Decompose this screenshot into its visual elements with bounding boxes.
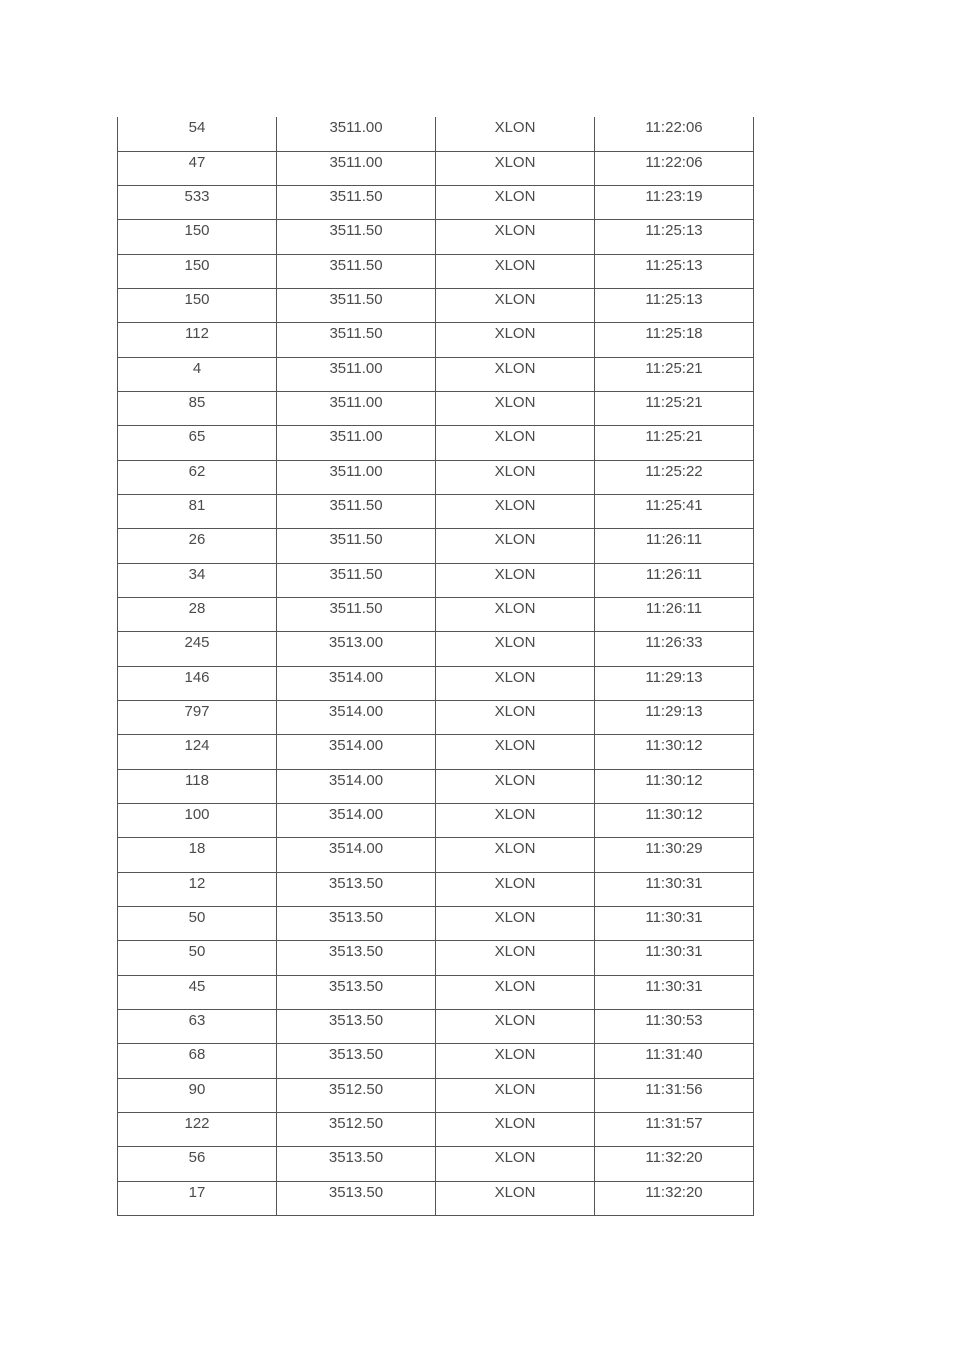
time-cell (595, 975, 754, 1009)
table-row (118, 632, 754, 666)
venue-cell (436, 151, 595, 185)
time-cell (595, 151, 754, 185)
volume-cell (118, 563, 277, 597)
price-text: 3512.50 (328, 1080, 384, 1098)
price-text: 3511.50 (329, 497, 383, 515)
price-cell (277, 907, 436, 941)
table-row (118, 426, 754, 460)
price-text: 3513.50 (328, 874, 384, 892)
volume-cell (118, 357, 277, 391)
venue-text: XLON (494, 222, 536, 240)
price-cell (277, 838, 436, 872)
table-row (118, 666, 754, 700)
volume-cell (118, 735, 277, 769)
time-text: 11:25:21 (645, 428, 703, 446)
volume-text: 28 (188, 600, 206, 618)
price-text: 3511.50 (329, 531, 383, 549)
venue-cell (436, 666, 595, 700)
time-text: 11:32:20 (645, 1183, 703, 1201)
time-cell (595, 907, 754, 941)
price-cell (277, 804, 436, 838)
venue-text: XLON (494, 600, 536, 618)
price-text: 3511.50 (329, 188, 383, 206)
volume-text: 26 (188, 531, 206, 549)
price-cell (277, 1044, 436, 1078)
time-cell (595, 769, 754, 803)
venue-cell (436, 1113, 595, 1147)
table-row (118, 941, 754, 975)
price-cell (277, 666, 436, 700)
table-row (118, 1181, 754, 1215)
time-text: 11:30:12 (645, 806, 703, 824)
volume-text: 45 (188, 977, 206, 995)
venue-cell (436, 804, 595, 838)
price-text: 3514.00 (328, 737, 384, 755)
table-row (118, 357, 754, 391)
table-row (118, 769, 754, 803)
price-cell (277, 872, 436, 906)
price-cell (277, 1010, 436, 1044)
price-text: 3513.50 (328, 1183, 384, 1201)
venue-text: XLON (494, 565, 536, 583)
volume-text: 112 (185, 325, 209, 343)
venue-text: XLON (494, 977, 536, 995)
venue-cell (436, 838, 595, 872)
price-cell (277, 220, 436, 254)
venue-cell (436, 907, 595, 941)
venue-cell (436, 460, 595, 494)
volume-text: 50 (188, 943, 206, 961)
volume-cell (118, 907, 277, 941)
volume-cell (118, 151, 277, 185)
venue-cell (436, 598, 595, 632)
table-row (118, 701, 754, 735)
price-cell (277, 632, 436, 666)
time-text: 11:32:20 (645, 1149, 703, 1167)
time-text: 11:26:33 (645, 634, 703, 652)
price-cell (277, 1113, 436, 1147)
price-text: 3514.00 (328, 840, 384, 858)
time-cell (595, 1044, 754, 1078)
time-text: 11:25:13 (645, 222, 703, 240)
venue-cell (436, 563, 595, 597)
venue-cell (436, 323, 595, 357)
venue-cell (436, 426, 595, 460)
price-text: 3511.50 (329, 600, 383, 618)
time-text: 11:30:31 (645, 943, 703, 961)
time-text: 11:25:21 (645, 359, 703, 377)
time-cell (595, 1147, 754, 1181)
volume-text: 146 (184, 668, 210, 686)
venue-text: XLON (494, 806, 536, 824)
volume-cell (118, 838, 277, 872)
price-text: 3513.50 (328, 943, 384, 961)
volume-cell (118, 529, 277, 563)
price-cell (277, 392, 436, 426)
venue-cell (436, 254, 595, 288)
price-text: 3513.50 (328, 1046, 384, 1064)
volume-cell (118, 1044, 277, 1078)
volume-cell (118, 975, 277, 1009)
venue-text: XLON (494, 634, 536, 652)
volume-cell (118, 769, 277, 803)
volume-cell (118, 323, 277, 357)
venue-cell (436, 1044, 595, 1078)
volume-text: 62 (188, 462, 206, 480)
price-text: 3511.00 (329, 428, 383, 446)
time-cell (595, 460, 754, 494)
volume-text: 533 (184, 188, 210, 206)
time-text: 11:29:13 (645, 668, 703, 686)
venue-cell (436, 289, 595, 323)
volume-cell (118, 392, 277, 426)
time-cell (595, 1113, 754, 1147)
venue-text: XLON (494, 359, 536, 377)
venue-text: XLON (494, 153, 536, 171)
time-cell (595, 426, 754, 460)
venue-cell (436, 1147, 595, 1181)
venue-text: XLON (494, 771, 536, 789)
time-text: 11:30:53 (645, 1012, 703, 1030)
table-row (118, 1147, 754, 1181)
venue-text: XLON (494, 943, 536, 961)
time-text: 11:29:13 (645, 703, 703, 721)
time-cell (595, 598, 754, 632)
table-row (118, 907, 754, 941)
price-cell (277, 495, 436, 529)
venue-text: XLON (494, 1046, 536, 1064)
time-text: 11:30:31 (645, 977, 703, 995)
venue-text: XLON (494, 1080, 536, 1098)
price-text: 3511.00 (329, 119, 383, 136)
volume-text: 150 (184, 291, 210, 309)
volume-cell (118, 1078, 277, 1112)
volume-cell (118, 701, 277, 735)
venue-text: XLON (494, 1183, 536, 1201)
table-row (118, 392, 754, 426)
price-cell (277, 460, 436, 494)
price-text: 3514.00 (328, 771, 384, 789)
price-cell (277, 357, 436, 391)
table-row (118, 872, 754, 906)
time-cell (595, 838, 754, 872)
volume-text: 18 (188, 840, 206, 858)
time-text: 11:26:11 (645, 600, 703, 618)
time-text: 11:22:06 (645, 153, 703, 171)
table-row (118, 804, 754, 838)
time-cell (595, 323, 754, 357)
venue-text: XLON (494, 531, 536, 549)
price-text: 3514.00 (328, 806, 384, 824)
venue-text: XLON (494, 462, 536, 480)
price-cell (277, 254, 436, 288)
venue-text: XLON (494, 1149, 536, 1167)
venue-cell (436, 941, 595, 975)
time-cell (595, 632, 754, 666)
price-cell (277, 1147, 436, 1181)
table-row (118, 117, 754, 151)
volume-cell (118, 426, 277, 460)
venue-text: XLON (494, 394, 536, 412)
price-text: 3511.50 (329, 565, 383, 583)
venue-text: XLON (494, 325, 536, 343)
price-cell (277, 289, 436, 323)
price-cell (277, 769, 436, 803)
time-text: 11:25:41 (645, 497, 703, 515)
time-cell (595, 1078, 754, 1112)
time-text: 11:31:40 (645, 1046, 703, 1064)
venue-text: XLON (494, 703, 536, 721)
time-cell (595, 529, 754, 563)
venue-cell (436, 701, 595, 735)
volume-cell (118, 632, 277, 666)
volume-cell (118, 872, 277, 906)
time-cell (595, 186, 754, 220)
table-row (118, 151, 754, 185)
price-cell (277, 735, 436, 769)
volume-cell (118, 495, 277, 529)
volume-cell (118, 941, 277, 975)
table-row (118, 735, 754, 769)
price-text: 3511.00 (329, 394, 383, 412)
venue-text: XLON (494, 874, 536, 892)
volume-text: 34 (188, 565, 206, 583)
volume-text: 150 (184, 256, 210, 274)
table-row (118, 563, 754, 597)
table-row (118, 1044, 754, 1078)
time-text: 11:26:11 (645, 565, 703, 583)
price-text: 3513.50 (328, 1149, 384, 1167)
time-cell (595, 872, 754, 906)
venue-cell (436, 769, 595, 803)
time-cell (595, 220, 754, 254)
venue-cell (436, 357, 595, 391)
volume-text: 85 (188, 394, 206, 412)
transactions-table (117, 117, 754, 1216)
price-text: 3514.00 (328, 668, 384, 686)
time-text: 11:25:21 (645, 394, 703, 412)
table-row (118, 495, 754, 529)
time-text: 11:25:13 (645, 291, 703, 309)
volume-text: 797 (184, 703, 210, 721)
table-row (118, 598, 754, 632)
price-cell (277, 117, 436, 151)
time-text: 11:22:06 (645, 119, 703, 136)
price-text: 3514.00 (328, 703, 384, 721)
venue-cell (436, 220, 595, 254)
volume-text: 65 (188, 428, 206, 446)
time-text: 11:25:13 (645, 256, 703, 274)
time-text: 11:30:12 (645, 737, 703, 755)
volume-text: 124 (184, 737, 210, 755)
volume-cell (118, 1010, 277, 1044)
time-cell (595, 289, 754, 323)
price-text: 3511.50 (329, 256, 383, 274)
price-cell (277, 426, 436, 460)
price-text: 3511.50 (329, 291, 383, 309)
volume-cell (118, 460, 277, 494)
price-text: 3511.50 (329, 325, 383, 343)
venue-text: XLON (494, 737, 536, 755)
volume-text: 122 (184, 1115, 210, 1133)
price-cell (277, 529, 436, 563)
venue-cell (436, 975, 595, 1009)
price-text: 3511.00 (329, 359, 383, 377)
price-text: 3513.50 (328, 1012, 384, 1030)
table-row (118, 1010, 754, 1044)
table-row (118, 254, 754, 288)
time-cell (595, 117, 754, 151)
time-cell (595, 392, 754, 426)
time-text: 11:25:18 (645, 325, 703, 343)
time-cell (595, 357, 754, 391)
table-row (118, 220, 754, 254)
time-text: 11:30:12 (645, 771, 703, 789)
time-cell (595, 735, 754, 769)
table-row (118, 186, 754, 220)
venue-cell (436, 1010, 595, 1044)
volume-cell (118, 1147, 277, 1181)
volume-text: 81 (188, 497, 206, 515)
time-text: 11:26:11 (645, 531, 703, 549)
table-row (118, 323, 754, 357)
volume-cell (118, 666, 277, 700)
volume-text: 56 (188, 1149, 206, 1167)
time-cell (595, 666, 754, 700)
volume-text: 12 (188, 874, 206, 892)
venue-cell (436, 117, 595, 151)
volume-cell (118, 1113, 277, 1147)
volume-text: 150 (184, 222, 210, 240)
venue-cell (436, 1181, 595, 1215)
price-cell (277, 1181, 436, 1215)
volume-text: 245 (184, 634, 210, 652)
table-row (118, 1078, 754, 1112)
venue-text: XLON (494, 840, 536, 858)
time-cell (595, 701, 754, 735)
table-row (118, 838, 754, 872)
time-text: 11:30:31 (645, 874, 703, 892)
venue-text: XLON (494, 291, 536, 309)
venue-text: XLON (494, 497, 536, 515)
time-cell (595, 495, 754, 529)
volume-text: 63 (188, 1012, 206, 1030)
venue-cell (436, 1078, 595, 1112)
volume-text: 4 (192, 359, 202, 377)
volume-text: 100 (184, 806, 210, 824)
volume-text: 68 (188, 1046, 206, 1064)
volume-cell (118, 254, 277, 288)
time-text: 11:30:31 (645, 909, 703, 927)
volume-cell (118, 1181, 277, 1215)
venue-text: XLON (494, 119, 536, 136)
time-text: 11:31:56 (645, 1080, 703, 1098)
volume-text: 90 (188, 1080, 206, 1098)
price-text: 3513.00 (328, 634, 384, 652)
time-text: 11:31:57 (645, 1115, 703, 1133)
time-cell (595, 254, 754, 288)
volume-text: 54 (188, 119, 206, 136)
price-text: 3512.50 (328, 1115, 384, 1133)
price-cell (277, 941, 436, 975)
price-cell (277, 563, 436, 597)
price-cell (277, 1078, 436, 1112)
venue-cell (436, 735, 595, 769)
volume-text: 118 (185, 771, 209, 789)
venue-text: XLON (494, 428, 536, 446)
time-text: 11:25:22 (645, 462, 703, 480)
volume-cell (118, 289, 277, 323)
venue-cell (436, 872, 595, 906)
venue-cell (436, 632, 595, 666)
volume-cell (118, 117, 277, 151)
table-row (118, 460, 754, 494)
time-cell (595, 1010, 754, 1044)
table-row (118, 1113, 754, 1147)
volume-cell (118, 186, 277, 220)
venue-text: XLON (494, 909, 536, 927)
venue-cell (436, 529, 595, 563)
venue-text: XLON (494, 188, 536, 206)
volume-cell (118, 220, 277, 254)
table-body (118, 117, 754, 1216)
venue-text: XLON (494, 1012, 536, 1030)
venue-text: XLON (494, 256, 536, 274)
time-text: 11:30:29 (645, 840, 703, 858)
price-text: 3511.50 (329, 222, 383, 240)
price-text: 3511.00 (329, 153, 383, 171)
time-cell (595, 941, 754, 975)
time-cell (595, 804, 754, 838)
price-cell (277, 975, 436, 1009)
volume-cell (118, 598, 277, 632)
venue-cell (436, 392, 595, 426)
volume-text: 17 (188, 1183, 206, 1201)
table-row (118, 289, 754, 323)
price-text: 3513.50 (328, 909, 384, 927)
price-cell (277, 151, 436, 185)
venue-text: XLON (494, 1115, 536, 1133)
table-row (118, 529, 754, 563)
table-row (118, 975, 754, 1009)
venue-cell (436, 495, 595, 529)
time-cell (595, 1181, 754, 1215)
venue-text: XLON (494, 668, 536, 686)
venue-cell (436, 186, 595, 220)
price-cell (277, 323, 436, 357)
price-text: 3513.50 (328, 977, 384, 995)
time-text: 11:23:19 (645, 188, 703, 206)
price-text: 3511.00 (329, 462, 383, 480)
price-cell (277, 598, 436, 632)
volume-text: 50 (188, 909, 206, 927)
price-cell (277, 701, 436, 735)
time-cell (595, 563, 754, 597)
price-cell (277, 186, 436, 220)
volume-text: 47 (188, 153, 206, 171)
volume-cell (118, 804, 277, 838)
